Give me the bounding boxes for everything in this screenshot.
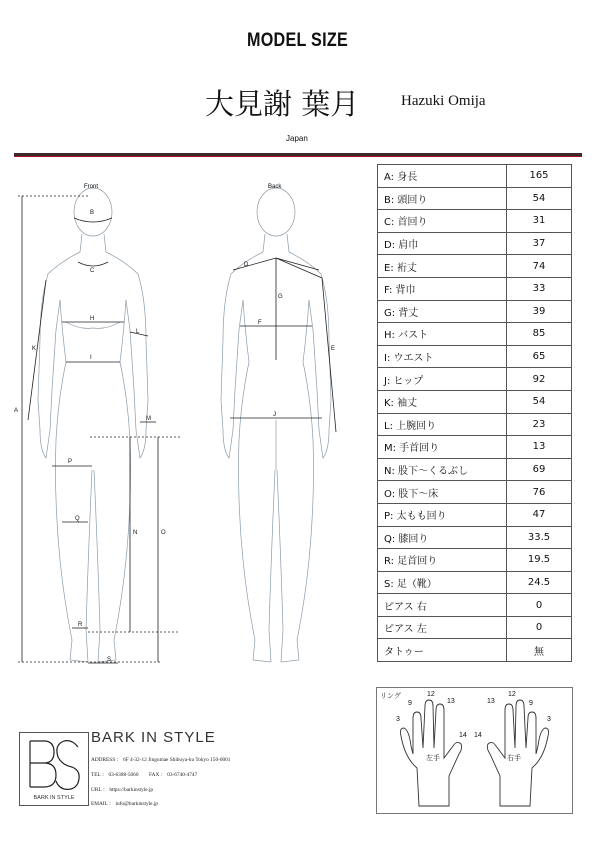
measurement-row <box>378 165 572 188</box>
measurement-row <box>378 526 572 549</box>
right-hand-label: 右手 <box>507 755 521 762</box>
measurement-value: 13 <box>507 436 572 459</box>
measurement-label: D: 肩巾 <box>378 232 507 255</box>
measurement-label: ピアス 左 <box>378 616 507 639</box>
measurement-label: K: 袖丈 <box>378 390 507 413</box>
measurement-row <box>378 390 572 413</box>
measurement-value: 74 <box>507 255 572 278</box>
measurement-row <box>378 639 572 662</box>
marker-h: H <box>90 316 95 322</box>
ring-title: リング <box>380 693 401 700</box>
model-country: Japan <box>286 134 308 143</box>
company-tel-fax: TEL ： 03-6388-5060 FAX ： 03-6740-4747 <box>91 772 198 778</box>
marker-q: Q <box>75 516 80 522</box>
measurement-label: L: 上腕回り <box>378 413 507 436</box>
company-logo <box>19 732 89 806</box>
measurement-row <box>378 277 572 300</box>
measurement-value: 31 <box>507 210 572 233</box>
marker-b: B <box>90 210 95 216</box>
marker-f: F <box>258 320 262 326</box>
measurement-label: R: 足首回り <box>378 549 507 572</box>
measurement-value: 0 <box>507 594 572 617</box>
marker-d: D <box>244 262 249 268</box>
measurement-label: F: 背巾 <box>378 277 507 300</box>
measurement-table <box>377 164 572 662</box>
measurement-label: A: 身長 <box>378 165 507 188</box>
measurement-row <box>378 232 572 255</box>
measurement-value: 76 <box>507 481 572 504</box>
right-middle-size: 12 <box>508 691 516 698</box>
marker-j: J <box>273 412 276 418</box>
measurement-value: 33.5 <box>507 526 572 549</box>
measurement-value: 0 <box>507 616 572 639</box>
ring-size-box <box>376 687 573 814</box>
measurement-row <box>378 345 572 368</box>
measurement-value: 24.5 <box>507 571 572 594</box>
marker-a: A <box>14 408 19 414</box>
marker-k: K <box>32 346 37 352</box>
model-name-jp: 大見謝 葉月 <box>205 87 360 121</box>
measurement-row <box>378 549 572 572</box>
measurement-row <box>378 255 572 278</box>
front-label: Front <box>84 184 99 190</box>
measurement-label: Q: 膝回り <box>378 526 507 549</box>
measurement-label: タトゥー <box>378 639 507 662</box>
measurement-row <box>378 616 572 639</box>
marker-l: L <box>136 329 140 335</box>
back-label: Back <box>268 184 282 190</box>
right-pinky-size: 3 <box>547 716 551 723</box>
measurement-label: S: 足（靴） <box>378 571 507 594</box>
measurement-value: 165 <box>507 165 572 188</box>
measurement-row <box>378 594 572 617</box>
measurement-label: J: ヒップ <box>378 368 507 391</box>
measurement-row <box>378 323 572 346</box>
marker-g: G <box>278 294 283 300</box>
measurement-label: P: 太もも回り <box>378 503 507 526</box>
company-email[interactable]: EMAIL ： info@barkinstyle.jp <box>91 801 158 807</box>
measurement-label: ピアス 右 <box>378 594 507 617</box>
hands-diagram <box>377 688 572 813</box>
measurement-label: O: 股下～床 <box>378 481 507 504</box>
measurement-label: E: 裄丈 <box>378 255 507 278</box>
measurement-row <box>378 481 572 504</box>
right-thumb-size: 14 <box>474 732 482 739</box>
model-name-en: Hazuki Omija <box>401 93 486 109</box>
left-ring-size: 9 <box>408 700 412 707</box>
right-index-size: 13 <box>487 698 495 705</box>
measurement-row <box>378 436 572 459</box>
measurement-label: B: 頭回り <box>378 187 507 210</box>
left-thumb-size: 14 <box>459 732 467 739</box>
measurement-label: G: 背丈 <box>378 300 507 323</box>
measurement-row <box>378 458 572 481</box>
measurement-value: 54 <box>507 187 572 210</box>
left-pinky-size: 3 <box>396 716 400 723</box>
company-url[interactable]: URL ： https://barkinstyle.jp <box>91 787 154 793</box>
measurement-value: 33 <box>507 277 572 300</box>
measurement-row <box>378 300 572 323</box>
measurement-label: I: ウエスト <box>378 345 507 368</box>
logo-text: BARK IN STYLE <box>33 795 75 801</box>
marker-m: M <box>146 416 151 422</box>
marker-r: R <box>78 622 83 628</box>
marker-s: S <box>107 657 112 663</box>
bs-logo-mark <box>20 733 88 805</box>
measurement-value: 39 <box>507 300 572 323</box>
company-address: ADDRESS ： 6F 4-32-12 Jingumae Shibuya-ku Tokyo 150-0001 <box>91 757 231 763</box>
measurement-row <box>378 368 572 391</box>
measurement-row <box>378 210 572 233</box>
measurement-label: N: 股下～くるぶし <box>378 458 507 481</box>
marker-e: E <box>331 346 336 352</box>
measurement-row <box>378 503 572 526</box>
measurement-value: 19.5 <box>507 549 572 572</box>
measurement-label: M: 手首回り <box>378 436 507 459</box>
measurement-row <box>378 571 572 594</box>
measurement-value: 65 <box>507 345 572 368</box>
left-hand-label: 左手 <box>426 755 440 762</box>
measurement-value: 37 <box>507 232 572 255</box>
measurement-value: 23 <box>507 413 572 436</box>
measurement-value: 54 <box>507 390 572 413</box>
measurement-value: 69 <box>507 458 572 481</box>
company-brand: BARK IN STYLE <box>91 729 216 746</box>
marker-i: I <box>90 355 92 361</box>
body-measurement-diagram <box>0 170 370 670</box>
measurement-value: 85 <box>507 323 572 346</box>
right-ring-size: 9 <box>529 700 533 707</box>
page-title: MODEL SIZE <box>247 30 348 51</box>
measurement-value: 92 <box>507 368 572 391</box>
measurement-value: 47 <box>507 503 572 526</box>
measurement-label: C: 首回り <box>378 210 507 233</box>
marker-p: P <box>68 459 73 465</box>
measurement-row <box>378 413 572 436</box>
marker-c: C <box>90 268 95 274</box>
header-divider-accent <box>14 156 582 157</box>
marker-n: N <box>133 530 138 536</box>
measurement-value: 無 <box>507 639 572 662</box>
marker-o: O <box>161 530 166 536</box>
measurement-row <box>378 187 572 210</box>
left-middle-size: 12 <box>427 691 435 698</box>
measurement-label: H: バスト <box>378 323 507 346</box>
left-index-size: 13 <box>447 698 455 705</box>
